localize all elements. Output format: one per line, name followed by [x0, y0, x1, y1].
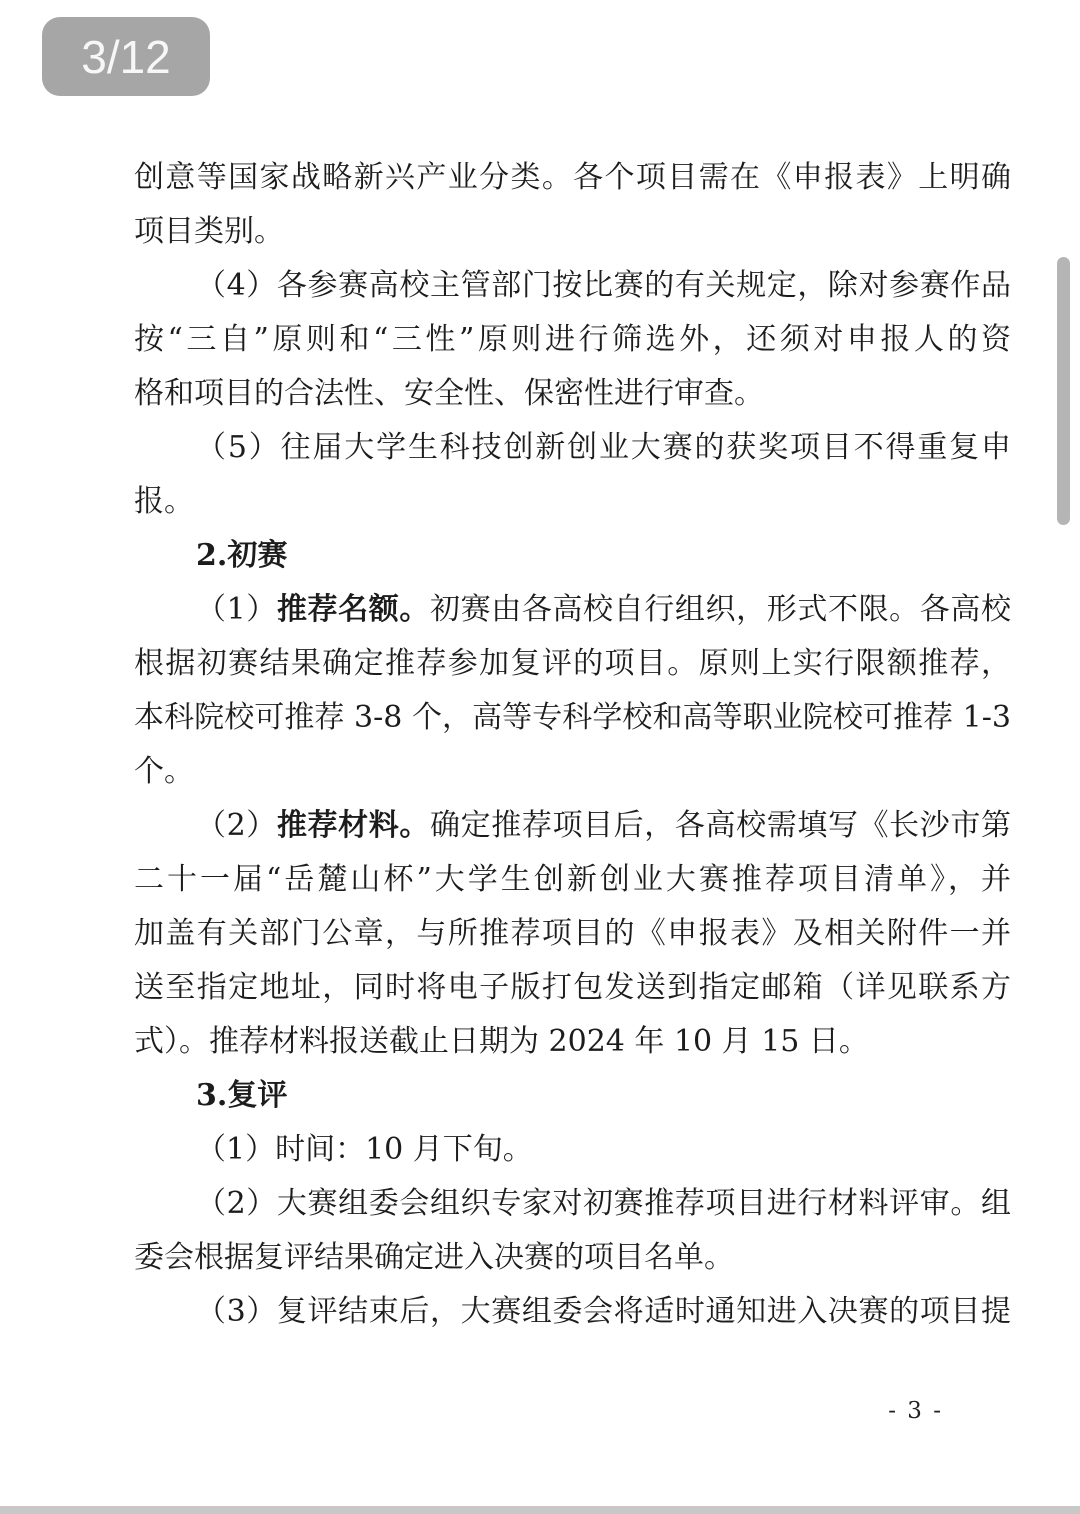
doc-text-bold: 推荐材料。 — [276, 808, 430, 843]
doc-text: 式）。推荐材料报送截止日期为 2024 年 10 月 15 日。 — [134, 1024, 869, 1059]
doc-text: （1） — [196, 592, 277, 627]
doc-line — [134, 853, 1011, 907]
doc-text: 个。 — [134, 754, 194, 789]
page-indicator-badge — [42, 17, 210, 96]
document-text — [134, 151, 1011, 1339]
doc-text: （3）复评结束后，大赛组委会将适时通知进入决赛的项目提 — [196, 1294, 1011, 1329]
doc-line — [134, 205, 1011, 259]
page-indicator-label: 3/12 — [81, 30, 171, 83]
doc-text: 报。 — [134, 484, 194, 519]
doc-line — [134, 151, 1011, 205]
doc-line — [134, 313, 1011, 367]
scrollbar-thumb[interactable] — [1057, 257, 1070, 525]
doc-line — [134, 1069, 1011, 1123]
doc-line — [134, 799, 1011, 853]
doc-text: 根据初赛结果确定推荐参加复评的项目。原则上实行限额推荐， — [134, 646, 1011, 681]
doc-line — [134, 1123, 1011, 1177]
doc-line — [134, 475, 1011, 529]
doc-text: 创意等国家战略新兴产业分类。各个项目需在《申报表》上明确 — [134, 160, 1011, 195]
doc-line — [134, 1231, 1011, 1285]
doc-text: （4）各参赛高校主管部门按比赛的有关规定，除对参赛作品 — [196, 268, 1011, 303]
doc-line — [134, 367, 1011, 421]
doc-text: 项目类别。 — [134, 214, 284, 249]
doc-line — [134, 529, 1011, 583]
doc-text: 送至指定地址，同时将电子版打包发送到指定邮箱（详见联系方 — [134, 970, 1011, 1005]
doc-line — [134, 259, 1011, 313]
doc-line — [134, 637, 1011, 691]
doc-line — [134, 583, 1011, 637]
doc-text: 确定推荐项目后，各高校需填写《长沙市第 — [430, 808, 1012, 843]
page-number-footer: - 3 - — [888, 1398, 943, 1424]
doc-text: （5）往届大学生科技创新创业大赛的获奖项目不得重复申 — [196, 430, 1011, 465]
doc-text: 格和项目的合法性、安全性、保密性进行审查。 — [134, 376, 764, 411]
doc-text: 委会根据复评结果确定进入决赛的项目名单。 — [134, 1240, 734, 1275]
doc-text: 初赛由各高校自行组织，形式不限。各高校 — [430, 592, 1012, 627]
doc-text: 按“三自”原则和“三性”原则进行筛选外，还须对申报人的资 — [134, 322, 1011, 357]
doc-line — [134, 907, 1011, 961]
doc-text-bold: 3.复评 — [196, 1078, 288, 1113]
doc-line — [134, 961, 1011, 1015]
doc-line — [134, 1285, 1011, 1339]
doc-text-bold: 2.初赛 — [196, 538, 288, 573]
doc-line — [134, 745, 1011, 799]
doc-text: （2） — [196, 808, 277, 843]
doc-text: 二十一届“岳麓山杯”大学生创新创业大赛推荐项目清单》，并 — [134, 862, 1011, 897]
doc-line — [134, 1177, 1011, 1231]
page-bottom-gap — [0, 1506, 1080, 1514]
doc-text: （1）时间：10 月下旬。 — [196, 1132, 533, 1167]
doc-text: 本科院校可推荐 3-8 个，高等专科学校和高等职业院校可推荐 1-3 — [134, 700, 1011, 735]
doc-text: （2）大赛组委会组织专家对初赛推荐项目进行材料评审。组 — [196, 1186, 1011, 1221]
doc-line — [134, 421, 1011, 475]
doc-line — [134, 1015, 1011, 1069]
doc-line — [134, 691, 1011, 745]
doc-text: 加盖有关部门公章，与所推荐项目的《申报表》及相关附件一并 — [134, 916, 1011, 951]
doc-text-bold: 推荐名额。 — [276, 592, 430, 627]
